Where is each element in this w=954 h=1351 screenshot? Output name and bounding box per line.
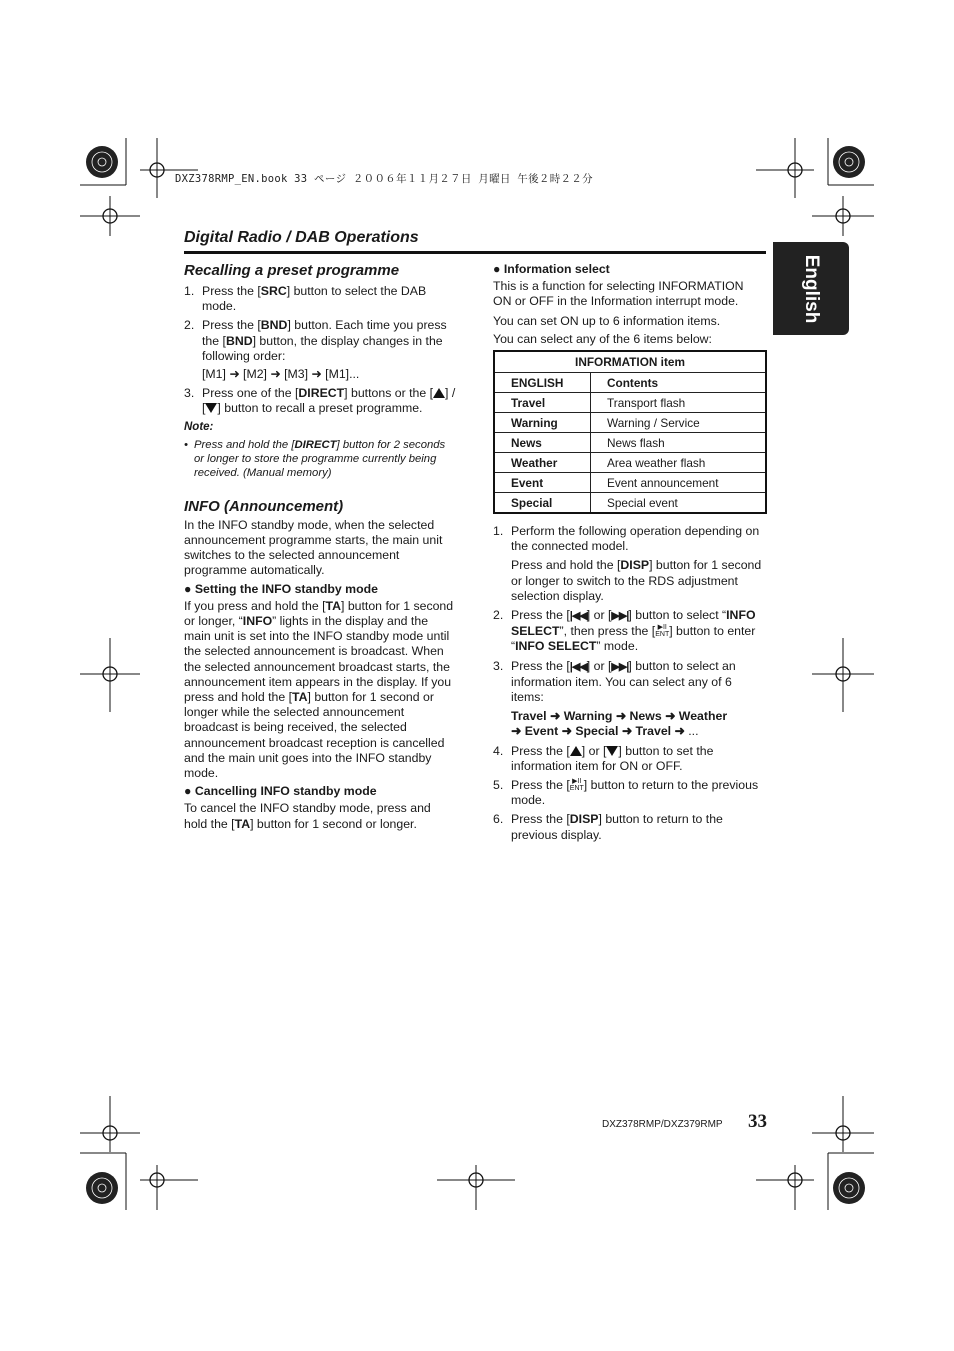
setting-info-text: If you press and hold the [TA] button for 1 second or longer, “INFO” lights in the display and the main unit is set into the INFO standby mode until the selected announcement is broadcast. When the selected announcement broadcast starts, the announcement item appears in the display. If you press and hold the [TA] button for 1 second or longer while the selected announcement broadcast is being received, the selected announcement broadcast reception is cancelled and the main unit goes into the INFO standby mode. [184, 598, 454, 781]
table-title: INFORMATION item [494, 351, 766, 373]
select-step-2: 2. Press the [|◀◀] or [▶▶|] button to select “INFO SELECT”, then press the [ ▶II ENT] button to enter “INFO SELECT” mode. [493, 608, 756, 654]
page-number: 33 [748, 1111, 767, 1132]
right-column-steps [493, 524, 765, 843]
left-column [184, 262, 456, 832]
info-select-p3: You can select any of the 6 items below: [493, 331, 712, 346]
info-select-heading: ● Information select [493, 262, 610, 276]
table-row: Weather Area weather flash [494, 453, 766, 473]
book-header-line: DXZ378RMP_EN.book 33 ページ ２００６年１１月２７日 月曜日 午後２時２２分 [175, 173, 593, 185]
info-item-sequence: Travel ➜ Warning ➜ News ➜ Weather ➜ Event ➜ Special ➜ Travel ➜ ... [511, 709, 728, 739]
cancel-info-heading: ● Cancelling INFO standby mode [184, 784, 377, 799]
down-arrow-icon [606, 746, 618, 756]
recall-step-1: 1. Press the [SRC] button to select the DAB mode. [184, 284, 427, 314]
select-step-3: 3. Press the [|◀◀] or [▶▶|] button to select an information item. You can select any of 6 items: Travel ➜ Warning ➜ News ➜ Weather ➜ Event ➜ Special ➜ Travel ➜ ... [493, 659, 765, 740]
next-track-icon: ▶▶| [611, 610, 629, 623]
play-pause-ent-icon: ▶II ENT [655, 624, 670, 639]
table-row: Event Event announcement [494, 473, 766, 493]
table-row: Travel Transport flash [494, 393, 766, 413]
table-row: News News flash [494, 433, 766, 453]
section-rule [184, 251, 766, 254]
prev-track-icon: |◀◀ [569, 660, 587, 673]
note-text: • Press and hold the [DIRECT] button for 2 seconds or longer to store the programme currently being received. (Manual memory) [184, 438, 446, 479]
table-row: Warning Warning / Service [494, 413, 766, 433]
recall-step-3: 3. Press one of the [DIRECT] buttons or the [ ] / [ ] button to recall a preset programme. [184, 386, 456, 416]
select-step-4: 4. Press the [ ] or [ ] button to set the information item for ON or OFF. [493, 743, 714, 773]
recall-heading: Recalling a preset programme [184, 262, 400, 279]
up-arrow-icon [570, 746, 582, 756]
table-header-english: ENGLISH [494, 373, 591, 393]
footer-model: DXZ378RMP/DXZ379RMP [602, 1119, 723, 1130]
setting-info-heading: ● Setting the INFO standby mode [184, 581, 378, 596]
table-row: Special Special event [494, 493, 766, 514]
up-arrow-icon [433, 388, 445, 398]
section-title: Digital Radio / DAB Operations [184, 229, 419, 246]
select-step-5: 5. Press the [ ▶II ENT] button to return to the previous mode. [493, 778, 759, 808]
select-step-1: 1. Perform the following operation depending on the connected model. Press and hold the [DISP] button for 1 second or longer to switch to the RDS adjustment selection display. [493, 524, 762, 603]
cancel-info-text: To cancel the INFO standby mode, press and hold the [TA] button for 1 second or longer. [184, 801, 431, 831]
information-item-table [493, 350, 767, 514]
info-select-p1: This is a function for selecting INFORMATION ON or OFF in the Information interrupt mode. [493, 279, 744, 309]
note-heading: Note: [184, 420, 214, 433]
language-tab-label: English [801, 254, 822, 323]
info-heading: INFO (Announcement) [184, 497, 344, 515]
play-pause-ent-icon: ▶II ENT [569, 778, 584, 793]
prev-track-icon: |◀◀ [569, 610, 587, 623]
next-track-icon: ▶▶| [611, 660, 629, 673]
language-tab [773, 242, 849, 335]
info-select-p2: You can set ON up to 6 information items. [493, 313, 721, 328]
select-step-6: 6. Press the [DISP] button to return to the previous display. [493, 812, 723, 842]
table-header-contents: Contents [591, 373, 767, 393]
info-intro: In the INFO standby mode, when the selected announcement programme starts, the main unit switches to the selected announcement programme automatically. [184, 517, 443, 578]
recall-step-2: 2. Press the [BND] button. Each time you press the [BND] button, the display changes in the following order: [M1] ➜ [M2] ➜ [M3] ➜ [M1]... [184, 318, 456, 382]
preset-order-sequence: [M1] ➜ [M2] ➜ [M3] ➜ [M1]... [202, 367, 360, 382]
down-arrow-icon [205, 403, 217, 413]
right-column-top [493, 262, 765, 347]
